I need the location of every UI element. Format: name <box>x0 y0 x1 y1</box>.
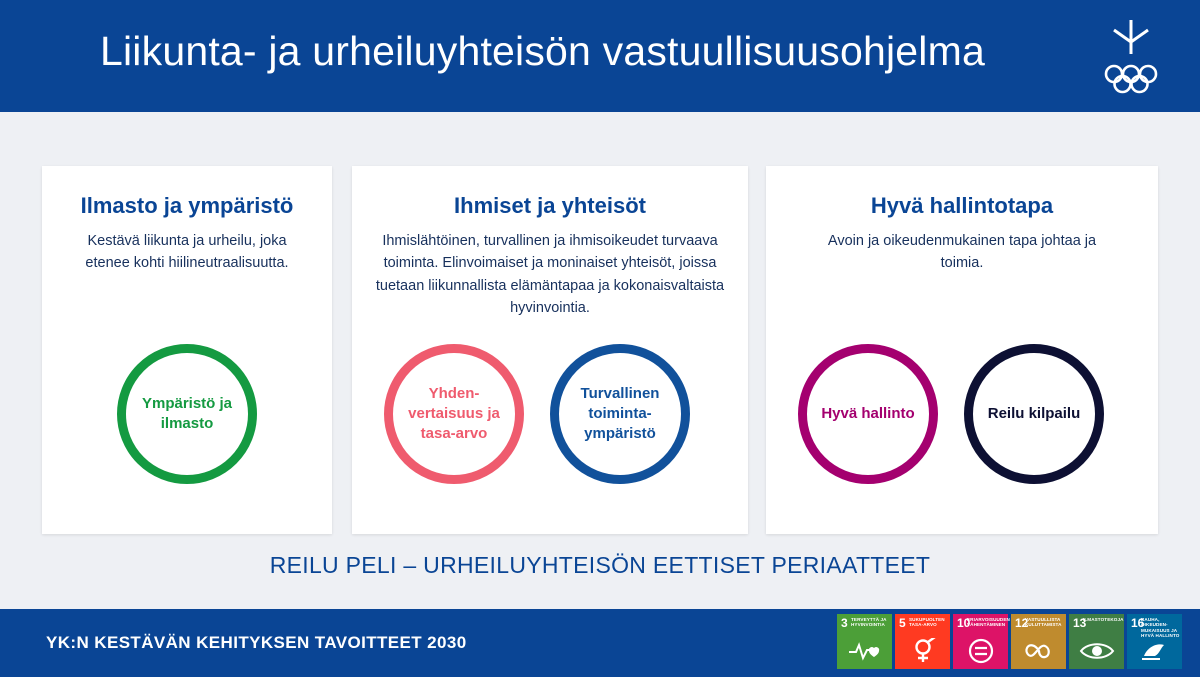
card-description: Ihmislähtöinen, turvallinen ja ihmisoikeudet turvaava toiminta. Elinvoimaiset ja moninaiset yhteisöt, joissa tuetaan liikunnallista elämäntapaa ja kokonaisvaltaista hyvinvointia. <box>375 233 725 317</box>
sdg-number: 12 <box>1015 616 1029 630</box>
infinity-icon <box>1011 636 1066 666</box>
sdg-number: 5 <box>899 616 906 630</box>
ring-label: Yhden-vertaisuus ja tasa-arvo <box>408 385 500 442</box>
footer-text: YK:N KESTÄVÄN KEHITYKSEN TAVOITTEET 2030 <box>46 633 467 652</box>
sdg-badge-10 <box>953 614 1008 669</box>
ring-turvallinen-toimintaymparisto <box>550 344 690 484</box>
ring-yhdenvertaisuus-ja-tasa-arvo <box>384 344 524 484</box>
ring-label: Ympäristö ja ilmasto <box>141 395 233 432</box>
sdg-number: 13 <box>1073 616 1087 630</box>
sdg-label: SUKUPUOLTEN TASA-ARVO <box>909 617 945 628</box>
ring-ymparisto-ja-ilmasto <box>117 344 257 484</box>
gender-equality-icon <box>895 636 950 666</box>
subtitle: REILU PELI – URHEILUYHTEISÖN EETTISET PERIAATTEET <box>269 552 931 578</box>
header-bar <box>0 0 1200 112</box>
sdg-label: ILMASTOTEKOJA <box>1083 617 1124 622</box>
sdg-number: 16 <box>1131 616 1145 630</box>
card-ilmasto-ja-ymparisto <box>42 166 332 534</box>
sdg-badge-3 <box>837 614 892 669</box>
heartbeat-icon <box>837 636 892 666</box>
sdg-badge-5 <box>895 614 950 669</box>
sdg-label: TERVEYTTÄ JA HYVINVOINTIA <box>851 617 887 628</box>
dove-gavel-icon <box>1127 636 1182 666</box>
page-title: Liikunta- ja urheiluyhteisön vastuullisuusohjelma <box>100 28 985 74</box>
ring-label: Reilu kilpailu <box>987 405 1081 423</box>
ring-hyva-hallinto <box>798 344 938 484</box>
sdg-badge-16 <box>1127 614 1182 669</box>
sdg-badge-12 <box>1011 614 1066 669</box>
ring-label: Turvallinen toiminta-ympäristö <box>580 385 660 442</box>
card-description: Kestävä liikunta ja urheilu, joka etenee kohti hiilineutraalisuutta. <box>85 233 289 272</box>
sdg-number: 10 <box>957 616 971 630</box>
card-description: Avoin ja oikeudenmukainen tapa johtaa ja toimia. <box>827 233 1097 272</box>
card-title: Ihmiset ja yhteisöt <box>454 193 646 218</box>
sdg-badge-row <box>837 614 1182 669</box>
card-title: Hyvä hallintotapa <box>870 193 1054 218</box>
card-title: Ilmasto ja ympäristö <box>80 193 294 218</box>
card-ihmiset-ja-yhteisot <box>352 166 748 534</box>
sdg-label: VASTUULLISTA KULUTTAMISTA <box>1025 617 1062 628</box>
eye-earth-icon <box>1069 636 1124 666</box>
sdg-label: ERIARVOISUUDEN VÄHENTÄMINEN <box>967 617 1010 628</box>
sdg-label: RAUHA, OIKEUDEN-MUKAISUUS JA HYVÄ HALLINTO <box>1141 617 1180 639</box>
equality-sign-icon <box>953 636 1008 666</box>
olympic-rings-logo <box>1096 16 1166 94</box>
ring-label: Hyvä hallinto <box>821 405 915 423</box>
sdg-badge-13 <box>1069 614 1124 669</box>
ring-reilu-kilpailu <box>964 344 1104 484</box>
sdg-number: 3 <box>841 616 848 630</box>
card-hyva-hallintotapa <box>766 166 1158 534</box>
